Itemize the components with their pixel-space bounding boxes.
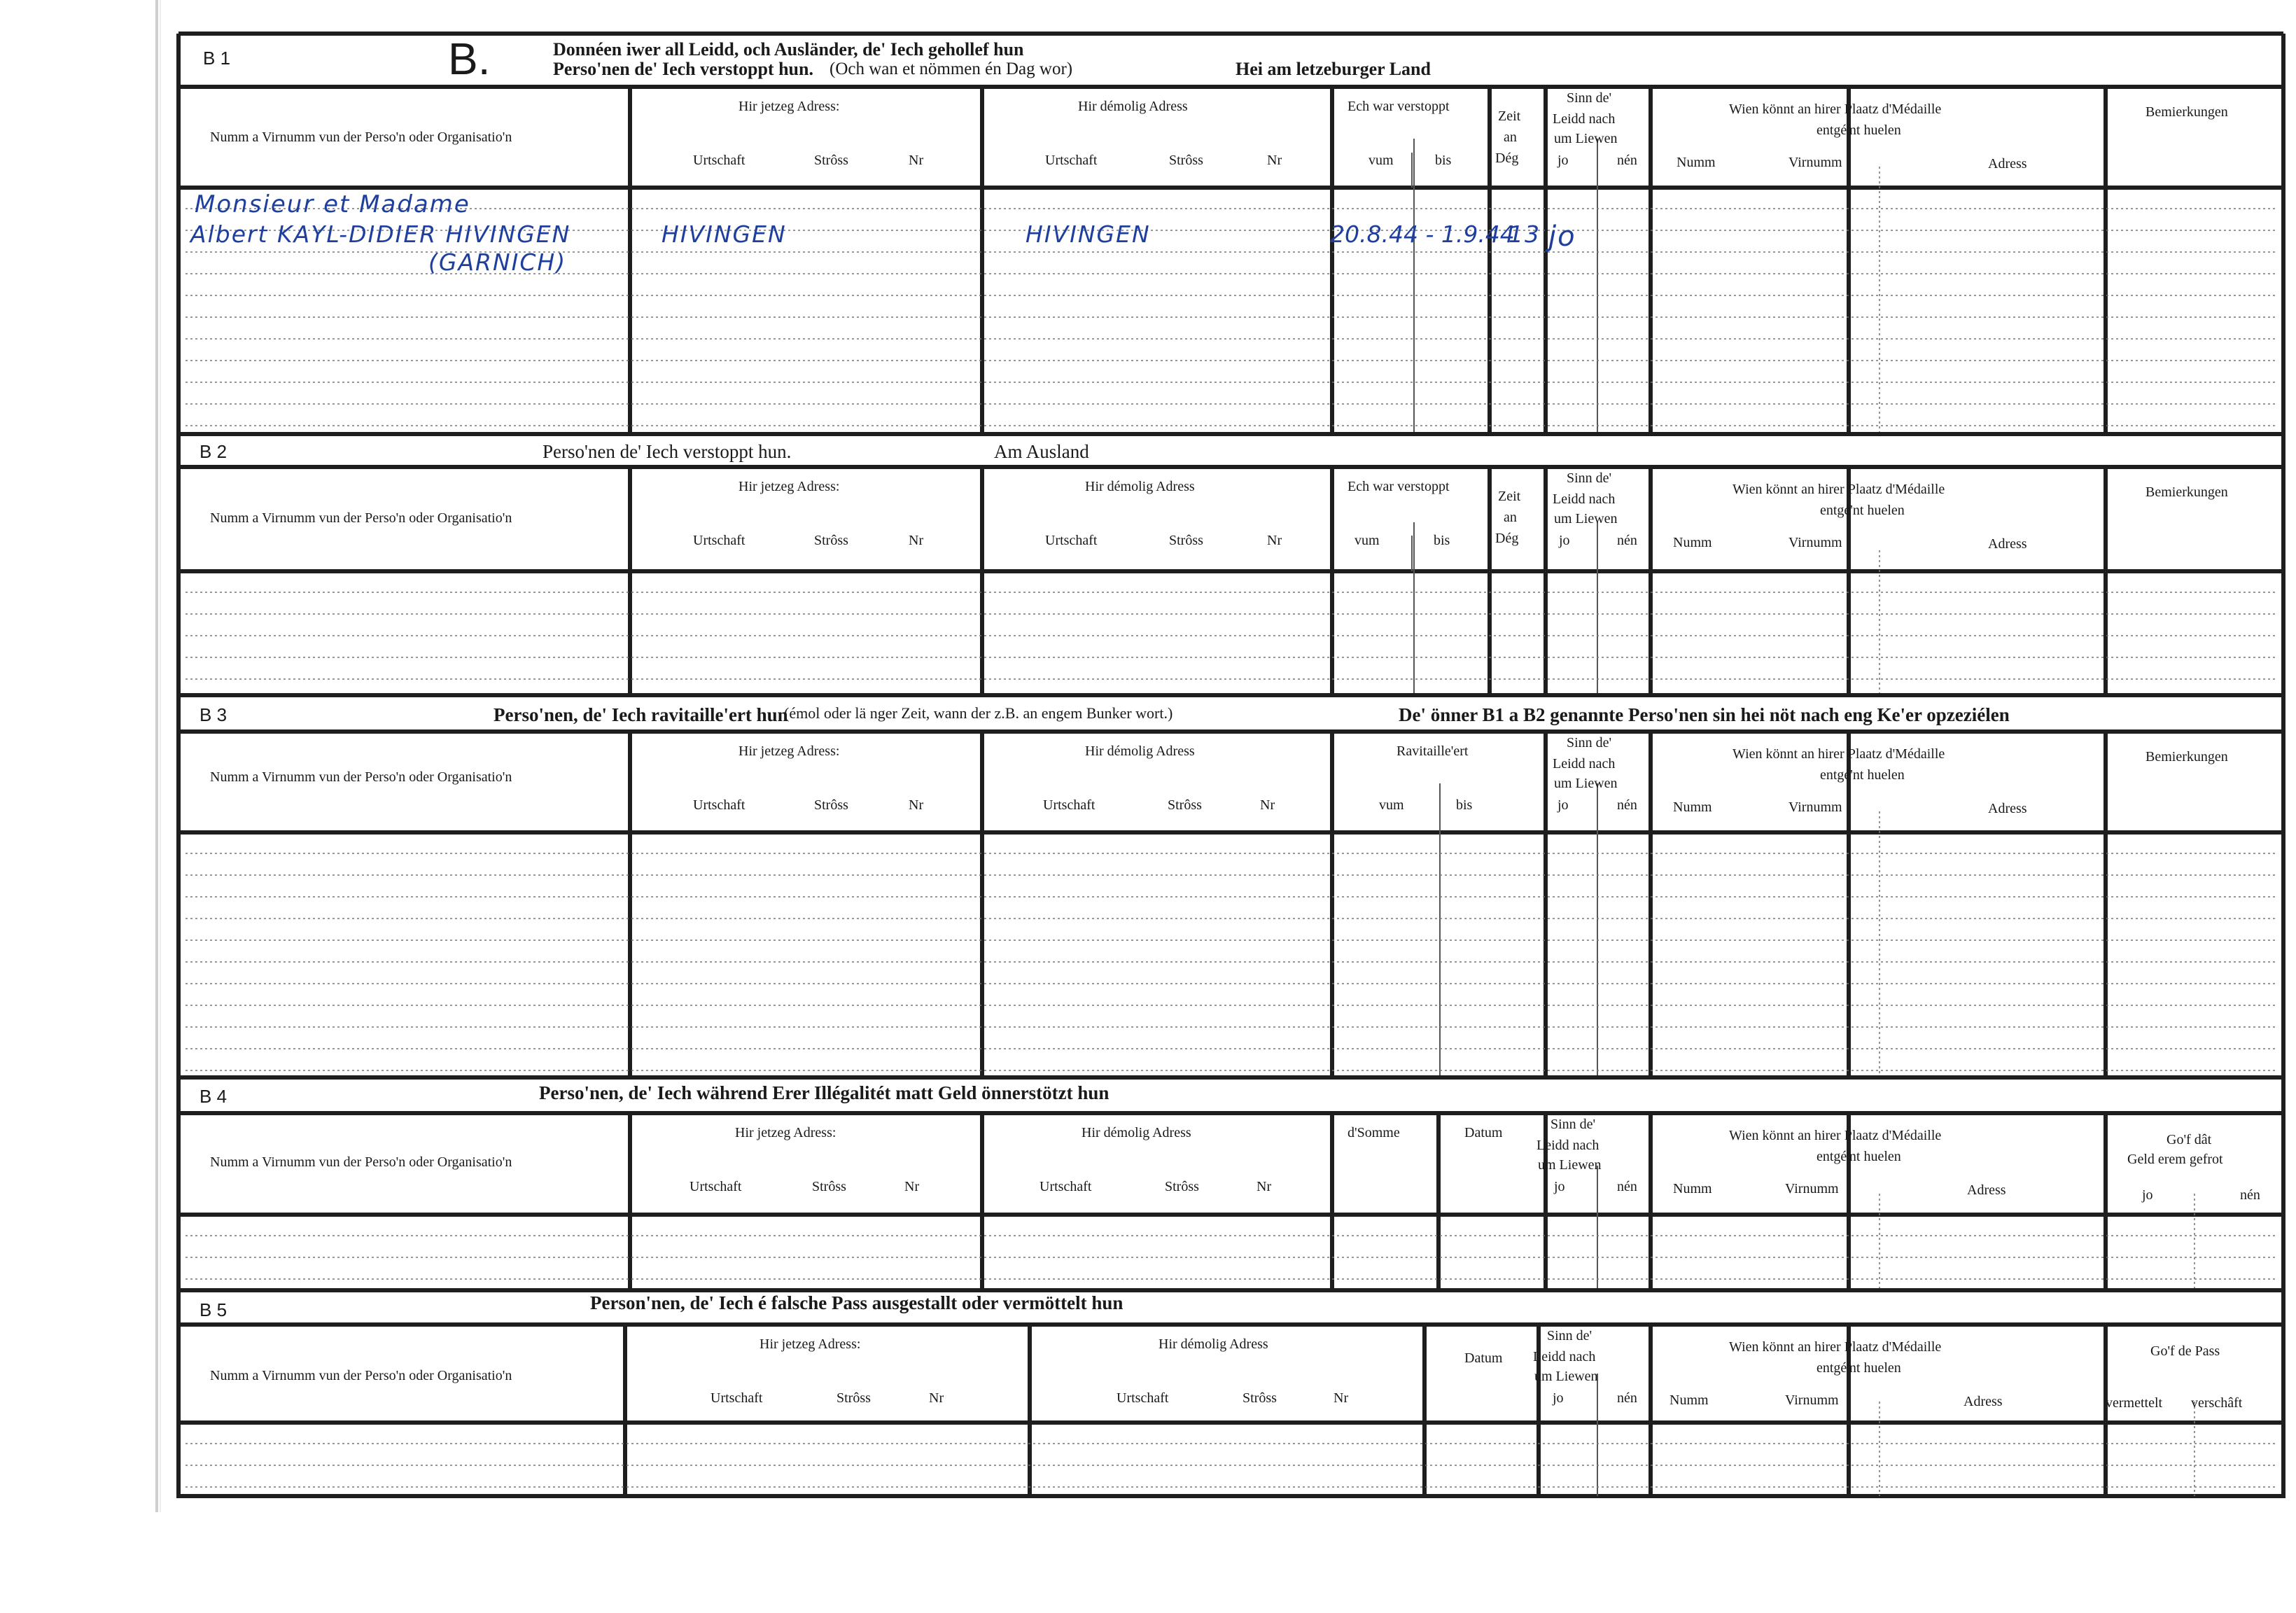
label-form-sections-4-col_date: Datum	[1464, 1350, 1503, 1366]
label-form-sections-0-sub_address: Adress	[1988, 156, 2027, 172]
label-form-sections-3-col_sum: d'Somme	[1348, 1125, 1400, 1140]
label-form-sections-2-title_b: (émol oder lä nger Zeit, wann der z.B. an engem Bunker wort.)	[784, 704, 1173, 722]
label-form-sections-4-sub_made: verschâft	[2191, 1395, 2243, 1411]
label-form-sections-0-sub_nr: Nr	[1260, 797, 1275, 813]
label-form-sections-0-col_alive_l3: um Liewen	[1554, 511, 1618, 526]
label-form-sections-3-col_date: Datum	[1464, 1125, 1503, 1140]
label-form-sections-0-col_alive_l2: Leidd nach	[1553, 491, 1616, 507]
label-form-sections-0-sub_nr: Nr	[1267, 153, 1282, 168]
label-form-sections-0-sub_no: nén	[2240, 1187, 2260, 1203]
label-form-sections-0-sub_locality: Urtschaft	[1040, 1179, 1092, 1194]
label-form-sections-0-col_medal_l2: entgé'nt huelen	[1820, 503, 1905, 518]
label-form-sections-3-col_money_l1: Go'f dât	[2166, 1132, 2212, 1147]
label-form-sections-0-col_name: Numm a Virnumm vun der Perso'n oder Organisatio'n	[210, 769, 512, 785]
label-form-sections-0-sub_firstname: Virnumm	[1788, 535, 1842, 550]
label-form-sections-0-sub_no: nén	[1617, 797, 1637, 813]
label-form-sections-0-col_old_address: Hir démolig Adress	[1082, 1125, 1191, 1140]
label-form-sections-0-sub_address: Adress	[1988, 536, 2027, 552]
label-form-sections-0-sub_street: Strôss	[812, 1179, 846, 1194]
label-form-sections-0-sub_locality: Urtschaft	[690, 1179, 742, 1194]
label-form-sections-3-title: Perso'nen, de' Iech während Erer Illégalitét matt Geld önnerstötzt hun	[539, 1082, 1110, 1103]
label-form-sections-4-col_pass: Go'f de Pass	[2150, 1343, 2220, 1359]
label-form-sections-0-sub_nr: Nr	[1267, 533, 1282, 548]
label-form-sections-0-col_alive_l2: Leidd nach	[1536, 1138, 1600, 1153]
label-form-sections-0-sub_no: nén	[1617, 1390, 1637, 1406]
label-entry-line3: (GARNICH)	[428, 249, 567, 276]
label-form-sections-0-sub_street: Strôss	[1169, 533, 1203, 548]
label-form-sections-0-col_time_l1: Zeit	[1498, 109, 1521, 124]
label-form-sections-0-col_medal_l2: entgé'nt huelen	[1816, 1149, 1901, 1164]
label-form-sections-0-sub_address: Adress	[1963, 1394, 2003, 1409]
label-form-sections-0-sub_surname: Numm	[1676, 155, 1716, 170]
label-form-sections-0-col_old_address: Hir démolig Adress	[1078, 99, 1188, 114]
label-form-sections-1-code: B 2	[200, 441, 227, 462]
label-form-sections-0-col_medal_l2: entgé'nt huelen	[1816, 1360, 1901, 1376]
label-form-sections-0-col_alive_l1: Sinn de'	[1550, 1117, 1596, 1132]
label-form-sections-0-sub_nr: Nr	[909, 533, 924, 548]
label-form-sections-0-col_medal_l1: Wien könnt an hirer Plaatz d'Médaille	[1729, 1128, 1942, 1143]
label-form-section_letter: B.	[448, 34, 491, 84]
label-entry-line2: Albert KAYL-DIDIER HIVINGEN	[190, 221, 571, 248]
label-form-sections-0-sub_street: Strôss	[1168, 797, 1202, 813]
label-form-sections-0-title_line1: Donnéen iwer all Leidd, och Ausländer, de' Iech gehollef hun	[553, 39, 1024, 60]
label-form-sections-0-col_name: Numm a Virnumm vun der Perso'n oder Organisatio'n	[210, 1154, 512, 1170]
label-form-sections-0-col_alive_l3: um Liewen	[1534, 1369, 1598, 1384]
label-form-sections-4-sub_mediated: vermettelt	[2106, 1395, 2163, 1411]
label-form-sections-0-sub_no: nén	[1617, 153, 1637, 168]
label-form-sections-0-sub_street: Strôss	[814, 533, 848, 548]
label-form-sections-4-code: B 5	[200, 1299, 227, 1320]
label-form-sections-0-col_name: Numm a Virnumm vun der Perso'n oder Organisatio'n	[210, 510, 512, 526]
label-form-sections-0-col_remarks: Bemierkungen	[2146, 484, 2228, 500]
label-form-sections-0-sub_surname: Numm	[1670, 1392, 1709, 1408]
label-form-sections-0-sub_locality: Urtschaft	[1045, 533, 1098, 548]
label-form-sections-0-sub_nr: Nr	[1256, 1179, 1272, 1194]
label-form-sections-1-title_b: Am Ausland	[994, 441, 1089, 462]
label-form-sections-0-sub_locality: Urtschaft	[693, 797, 746, 813]
label-form-sections-0-sub_surname: Numm	[1673, 1181, 1712, 1196]
label-form-sections-0-col_medal_l1: Wien könnt an hirer Plaatz d'Médaille	[1729, 102, 1942, 117]
label-form-sections-0-col_time_l2: an	[1504, 510, 1517, 525]
label-form-sections-2-title_a: Perso'nen, de' Iech ravitaille'ert hun	[493, 704, 788, 725]
label-form-sections-0-sub_surname: Numm	[1673, 535, 1712, 550]
label-form-sections-0-col_old_address: Hir démolig Adress	[1085, 743, 1195, 759]
label-form-sections-0-col_alive_l2: Leidd nach	[1553, 111, 1616, 127]
label-form-sections-0-sub_street: Strôss	[1169, 153, 1203, 168]
label-form-sections-4-title: Person'nen, de' Iech é falsche Pass ausgestallt oder vermöttelt hun	[590, 1292, 1124, 1313]
label-form-sections-0-sub_yes: jo	[1559, 533, 1570, 548]
label-form-sections-0-col_old_address: Hir démolig Adress	[1085, 479, 1195, 494]
label-form-sections-0-sub_to: bis	[1456, 797, 1473, 813]
label-form-sections-0-sub_locality: Urtschaft	[693, 533, 746, 548]
label-entry-hidden_period: 20.8.44 - 1.9.44	[1330, 221, 1515, 248]
label-form-sections-0-sub_locality: Urtschaft	[1043, 797, 1096, 813]
label-form-sections-0-title_line2b: (Och wan et nömmen én Dag wor)	[830, 60, 1073, 78]
label-form-sections-0-sub_locality: Urtschaft	[1116, 1390, 1169, 1406]
label-form-sections-0-sub_street: Strôss	[814, 153, 848, 168]
label-form-sections-1-title_a: Perso'nen de' Iech verstoppt hun.	[542, 441, 792, 462]
label-form-sections-0-sub_street: Strôss	[814, 797, 848, 813]
label-form-sections-0-sub_to: bis	[1435, 153, 1452, 168]
label-form-sections-0-col_alive_l2: Leidd nach	[1533, 1349, 1596, 1364]
label-entry-new_locality: HIVINGEN	[662, 221, 787, 248]
label-form-sections-0-col_time_l3: Dég	[1495, 151, 1519, 166]
label-form-sections-0-sub_firstname: Virnumm	[1788, 799, 1842, 815]
label-form-sections-0-col_hidden: Ech war verstoppt	[1348, 479, 1450, 494]
label-form-sections-3-code: B 4	[200, 1086, 227, 1107]
label-entry-alive: jo	[1548, 221, 1576, 253]
label-form-sections-0-col_old_address: Hir démolig Adress	[1158, 1336, 1268, 1352]
label-form-sections-0-sub_street: Strôss	[1242, 1390, 1277, 1406]
label-form-sections-0-col_alive_l1: Sinn de'	[1567, 90, 1612, 106]
label-form-sections-0-col_medal_l1: Wien könnt an hirer Plaatz d'Médaille	[1732, 746, 1945, 762]
label-form-sections-0-col_alive_l3: um Liewen	[1554, 131, 1618, 146]
label-entry-old_locality: HIVINGEN	[1026, 221, 1151, 248]
label-form-sections-0-sub_yes: jo	[1554, 1179, 1565, 1194]
label-form-sections-0-col_name: Numm a Virnumm vun der Perso'n oder Organisatio'n	[210, 130, 512, 145]
label-form-sections-0-col_remarks: Bemierkungen	[2146, 104, 2228, 120]
label-form-sections-0-col_name: Numm a Virnumm vun der Perso'n oder Organisatio'n	[210, 1368, 512, 1383]
label-form-sections-0-col_medal_l1: Wien könnt an hirer Plaatz d'Médaille	[1729, 1339, 1942, 1355]
label-form-sections-0-sub_locality: Urtschaft	[710, 1390, 763, 1406]
label-form-sections-0-col_medal_l2: entgé'nt huelen	[1820, 767, 1905, 783]
label-form-sections-0-sub_firstname: Virnumm	[1785, 1392, 1839, 1408]
label-form-sections-0-col_medal_l1: Wien könnt an hirer Plaatz d'Médaille	[1732, 482, 1945, 497]
label-form-sections-0-sub_from: vum	[1368, 153, 1394, 168]
label-form-sections-0-col_alive_l1: Sinn de'	[1567, 470, 1612, 486]
label-form-sections-0-sub_locality: Urtschaft	[1045, 153, 1098, 168]
label-form-sections-0-col_alive_l1: Sinn de'	[1567, 735, 1612, 750]
label-form-sections-0-sub_address: Adress	[1988, 801, 2027, 816]
label-form-sections-0-sub_from: vum	[1354, 533, 1380, 548]
label-form-sections-0-title_line2a: Perso'nen de' Iech verstoppt hun.	[553, 59, 813, 79]
label-entry-days: 13	[1508, 221, 1541, 248]
label-form-sections-2-code: B 3	[200, 704, 227, 725]
label-form-sections-2-title_c: De' önner B1 a B2 genannte Perso'nen sin hei nöt nach eng Ke'er opzeziélen	[1399, 704, 2010, 725]
label-form-sections-0-col_new_address: Hir jetzeg Adress:	[738, 99, 840, 114]
label-form-sections-0-sub_from: vum	[1379, 797, 1404, 813]
label-form-sections-0-sub_nr: Nr	[1334, 1390, 1349, 1406]
label-form-sections-0-col_alive_l2: Leidd nach	[1553, 756, 1616, 771]
label-form-sections-0-sub_street: Strôss	[1165, 1179, 1199, 1194]
label-form-sections-0-col_time_l1: Zeit	[1498, 489, 1521, 504]
label-form-sections-0-sub_surname: Numm	[1673, 799, 1712, 815]
label-form-sections-3-col_money_l2: Geld erem gefrot	[2127, 1152, 2223, 1167]
label-form-sections-0-col_new_address: Hir jetzeg Adress:	[760, 1336, 861, 1352]
label-form-sections-0-sub_no: nén	[1617, 533, 1637, 548]
label-form-sections-0-col_new_address: Hir jetzeg Adress:	[735, 1125, 836, 1140]
label-form-sections-0-sub_nr: Nr	[929, 1390, 944, 1406]
label-form-sections-0-sub_yes: jo	[1553, 1390, 1564, 1406]
label-form-sections-0-col_hidden: Ech war verstoppt	[1348, 99, 1450, 114]
label-form-sections-0-title_line2c: Hei am letzeburger Land	[1236, 59, 1431, 79]
label-form-sections-0-col_alive_l3: um Liewen	[1538, 1157, 1602, 1173]
label-form-sections-0-col_medal_l2: entgé'nt huelen	[1816, 123, 1901, 138]
label-form-sections-2-col_supplied: Ravitaille'ert	[1396, 743, 1469, 759]
label-form-sections-0-sub_firstname: Virnumm	[1788, 155, 1842, 170]
label-form-sections-0-sub_nr: Nr	[909, 153, 924, 168]
label-form-sections-0-col_alive_l3: um Liewen	[1554, 776, 1618, 791]
label-form-sections-0-sub_yes: jo	[1558, 153, 1569, 168]
label-form-sections-0-col_time_l3: Dég	[1495, 531, 1519, 546]
label-form-sections-0-col_time_l2: an	[1504, 130, 1517, 145]
label-form-sections-0-sub_yes: jo	[1558, 797, 1569, 813]
label-form-sections-0-sub_no: nén	[1617, 1179, 1637, 1194]
label-form-sections-0-col_alive_l1: Sinn de'	[1547, 1328, 1592, 1343]
label-form-sections-0-sub_yes: jo	[2142, 1187, 2153, 1203]
label-form-sections-0-sub_to: bis	[1434, 533, 1450, 548]
label-form-sections-0-col_remarks: Bemierkungen	[2146, 749, 2228, 764]
label-entry-line1: Monsieur et Madame	[195, 190, 470, 218]
label-form-sections-0-sub_nr: Nr	[904, 1179, 920, 1194]
label-form-sections-0-sub_locality: Urtschaft	[693, 153, 746, 168]
label-form-sections-0-code: B 1	[203, 48, 231, 69]
label-form-sections-0-sub_address: Adress	[1967, 1182, 2006, 1198]
label-form-sections-0-sub_nr: Nr	[909, 797, 924, 813]
label-form-sections-0-sub_firstname: Virnumm	[1785, 1181, 1839, 1196]
label-form-sections-0-col_new_address: Hir jetzeg Adress:	[738, 479, 840, 494]
label-form-sections-0-sub_street: Strôss	[836, 1390, 871, 1406]
label-form-sections-0-col_new_address: Hir jetzeg Adress:	[738, 743, 840, 759]
